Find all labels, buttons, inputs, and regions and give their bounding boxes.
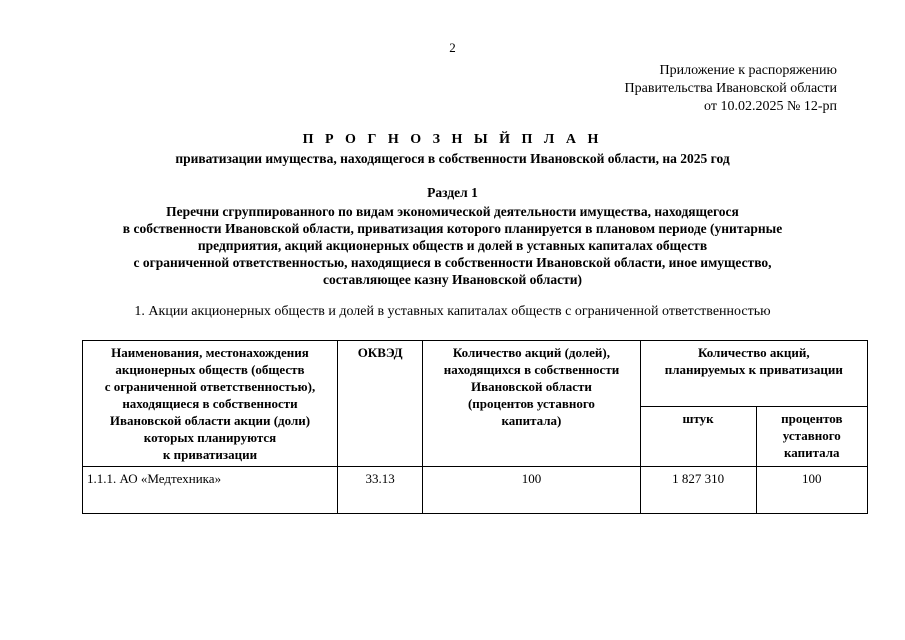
section-description-line: в собственности Ивановской области, приватизация которого планируется в плановом периоде (унитарные (122, 221, 783, 236)
header-line: акционерных обществ (обществ (115, 362, 305, 377)
table-row (83, 467, 868, 514)
header-line: Количество акций, (697, 345, 810, 360)
cell-pieces: 1 827 310 (640, 467, 756, 514)
cell-percent: 100 (756, 467, 867, 514)
section-title: Раздел 1 (427, 185, 478, 200)
plan-subtitle: приватизации имущества, находящегося в собственности Ивановской области, на 2025 год (175, 151, 730, 166)
header-line: к приватизации (162, 447, 258, 462)
appendix-block (625, 62, 837, 116)
cell-okved: 33.13 (337, 467, 422, 514)
section-description-line: Перечни сгруппированного по видам экономической деятельности имущества, находящегося (166, 204, 739, 219)
header-shares-planned (640, 341, 867, 407)
header-line: Ивановской области (470, 379, 592, 394)
section-description (0, 203, 905, 288)
header-okved: ОКВЭД (337, 341, 422, 467)
header-line: находящихся в собственности (443, 362, 620, 377)
header-line: капитала) (501, 413, 562, 428)
section-description-line: предприятия, акций акционерных обществ и долей в уставных капиталах обществ (197, 238, 708, 253)
header-line: Наименования, местонахождения (111, 345, 309, 360)
header-line: уставного (782, 427, 841, 443)
appendix-line: Правительства Ивановской области (624, 81, 837, 96)
section-description-line: составляющее казну Ивановской области) (322, 272, 583, 287)
header-name (83, 341, 338, 467)
header-line: с ограниченной ответственностью), (104, 379, 316, 394)
header-line: (процентов уставного (467, 396, 595, 411)
header-pieces: штук (640, 406, 756, 466)
cell-name: 1.1.1. АО «Медтехника» (83, 467, 338, 514)
section-description-line: с ограниченной ответственностью, находящиеся в собственности Ивановской области, иное имущество, (133, 255, 772, 270)
plan-title: П Р О Г Н О З Н Ы Й П Л А Н (302, 132, 603, 147)
page-number: 2 (449, 40, 456, 55)
table-header-row (83, 341, 868, 407)
header-line: которых планируются (143, 430, 277, 445)
header-line: планируемых к приватизации (664, 362, 843, 377)
cell-shares-owned: 100 (423, 467, 640, 514)
appendix-line: Приложение к распоряжению (659, 63, 837, 78)
header-line: находящиеся в собственности (122, 396, 298, 411)
privatization-table (82, 340, 868, 514)
header-line: Количество акций (долей), (452, 345, 610, 360)
subsection-title: 1. Акции акционерных обществ и долей в уставных капиталах обществ с ограниченной ответственностью (134, 304, 771, 319)
header-percent (756, 406, 867, 466)
appendix-line: от 10.02.2025 № 12-рп (704, 99, 837, 114)
header-line: капитала (784, 444, 840, 460)
header-shares-owned (423, 341, 640, 467)
header-line: Ивановской области акции (доли) (109, 413, 311, 428)
header-line: процентов (781, 410, 843, 426)
